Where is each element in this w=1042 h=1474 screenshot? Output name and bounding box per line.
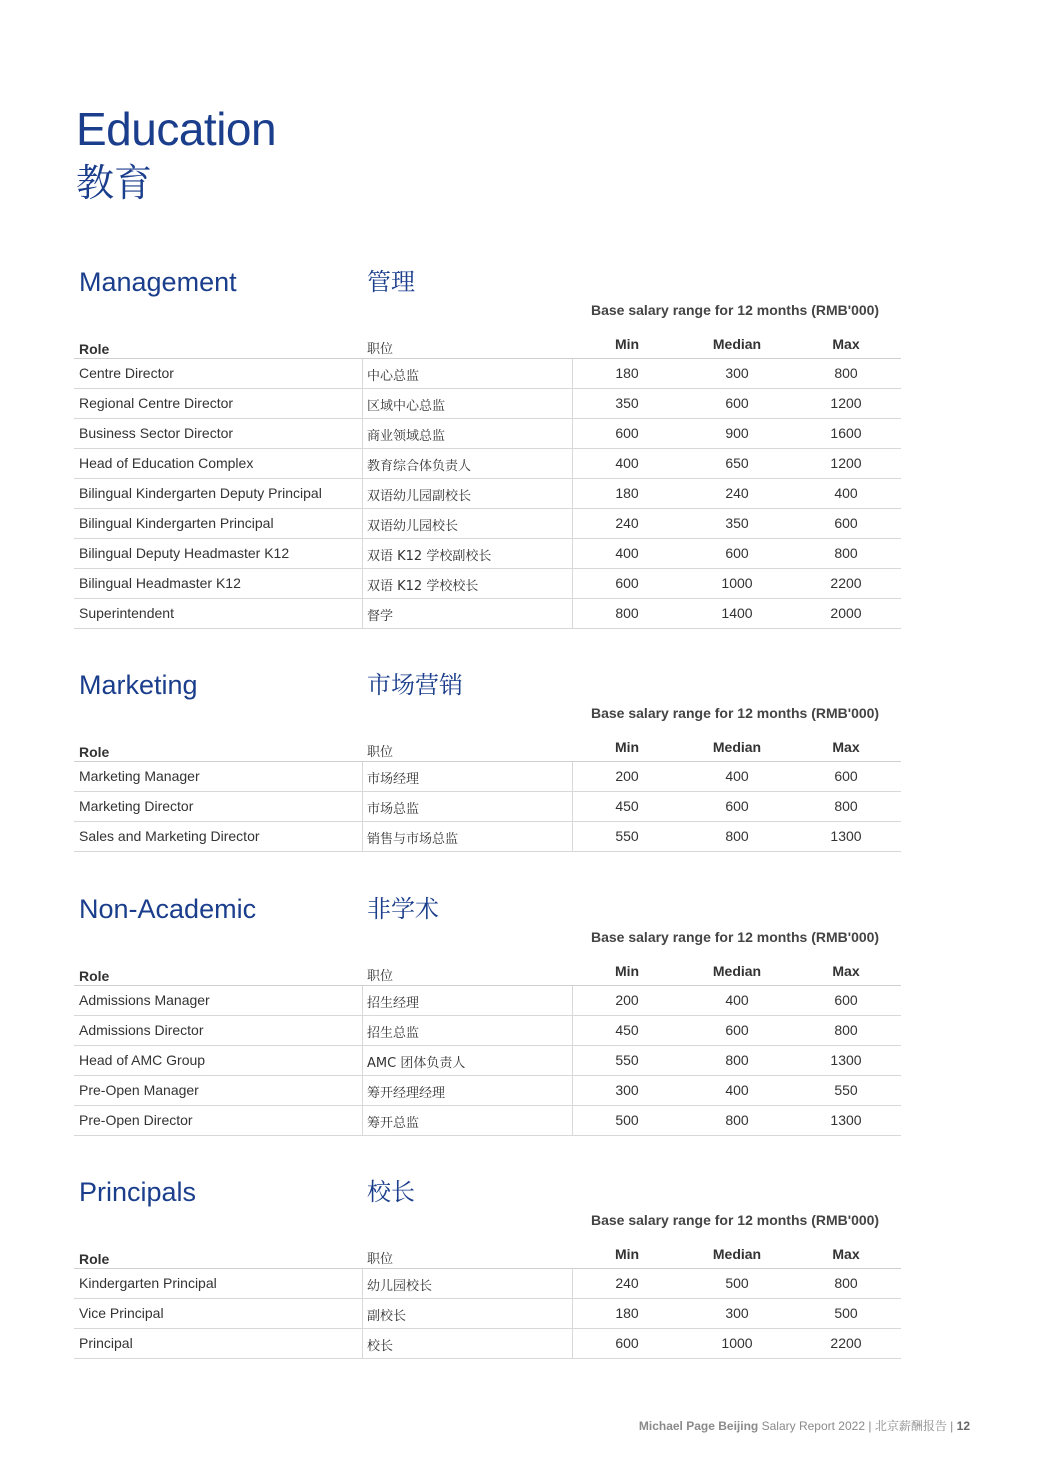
header-min: Min [614,739,640,755]
salary-max: 2200 [830,1335,862,1351]
table-row [74,1016,901,1046]
header-max: Max [832,739,860,755]
table-row [74,449,901,479]
salary-min: 600 [615,1335,639,1351]
salary-median: 1000 [721,1335,753,1351]
salary-min: 240 [615,515,639,531]
table-row [74,1299,901,1329]
column-divider [362,762,363,792]
column-divider [362,479,363,509]
role-zh: 中心总监 [367,369,420,384]
role-zh: AMC 团体负责人 [367,1056,466,1071]
section-title-en: Non-Academic [79,894,257,924]
salary-min: 400 [615,545,639,561]
role-zh: 筹开经理经理 [367,1086,446,1101]
column-divider [362,822,363,852]
table-row [74,389,901,419]
section-title-zh: 校长 [367,1178,415,1206]
role-zh: 市场总监 [367,802,420,817]
page-number: 12 [956,1419,970,1433]
salary-min: 240 [615,1275,639,1291]
section-marketing [74,669,901,852]
section-title-zh: 非学术 [367,895,439,923]
role-zh: 双语 K12 学校校长 [367,579,479,594]
header-role: Role [79,341,110,357]
salary-min: 400 [615,455,639,471]
table-header [74,1240,901,1269]
section-heading [74,893,901,929]
salary-range-caption [74,1212,901,1240]
role-en: Bilingual Kindergarten Deputy Principal [79,485,322,501]
salary-max: 800 [834,365,858,381]
salary-max: 800 [834,1275,858,1291]
table-header [74,330,901,359]
salary-median: 350 [725,515,749,531]
role-zh: 招生总监 [367,1026,420,1041]
role-zh: 筹开总监 [367,1116,420,1131]
role-zh: 校长 [367,1339,394,1354]
salary-range-caption [74,705,901,733]
column-divider [362,1016,363,1046]
section-heading [74,669,901,705]
salary-max: 600 [834,515,858,531]
salary-median: 800 [725,828,749,844]
column-divider [362,569,363,599]
role-en: Admissions Manager [79,992,210,1008]
header-max: Max [832,963,860,979]
role-en: Pre-Open Director [79,1112,193,1128]
salary-range-label: Base salary range for 12 months (RMB'000) [591,302,880,318]
header-max: Max [832,1246,860,1262]
table-row [74,986,901,1016]
page-title [76,103,276,209]
column-divider [362,1329,363,1359]
salary-max: 2200 [830,575,862,591]
salary-median: 650 [725,455,749,471]
salary-min: 450 [615,1022,639,1038]
salary-min: 300 [615,1082,639,1098]
salary-median: 600 [725,1022,749,1038]
section-principals [74,1176,901,1359]
column-divider [362,509,363,539]
role-en: Pre-Open Manager [79,1082,199,1098]
salary-min: 450 [615,798,639,814]
header-role: Role [79,968,110,984]
table-row [74,822,901,852]
table-row [74,792,901,822]
salary-min: 500 [615,1112,639,1128]
header-role: Role [79,744,110,760]
column-divider [362,359,363,389]
page-title-zh: 教育 [76,161,153,205]
section-title-zh: 管理 [367,268,415,296]
salary-median: 300 [725,365,749,381]
column-divider [362,599,363,629]
salary-min: 180 [615,1305,639,1321]
footer-report: Salary Report 2022 [761,1419,865,1433]
table-row [74,762,901,792]
role-en: Principal [79,1335,133,1351]
role-en: Superintendent [79,605,174,621]
salary-min: 200 [615,992,639,1008]
salary-median: 1000 [721,575,753,591]
salary-median: 300 [725,1305,749,1321]
header-role-zh: 职位 [367,1252,394,1267]
salary-min: 180 [615,365,639,381]
role-zh: 副校长 [367,1309,407,1324]
salary-max: 400 [834,485,858,501]
footer-brand: Michael Page Beijing [638,1419,759,1433]
salary-median: 600 [725,798,749,814]
section-title-en: Management [79,267,237,297]
role-en: Kindergarten Principal [79,1275,217,1291]
role-en: Admissions Director [79,1022,204,1038]
section-non-academic [74,893,901,1136]
table-row [74,509,901,539]
header-median: Median [712,739,762,755]
role-zh: 幼儿园校长 [367,1279,433,1294]
salary-max: 800 [834,798,858,814]
header-role-zh: 职位 [367,342,394,357]
table-row [74,1269,901,1299]
salary-max: 800 [834,1022,858,1038]
role-zh: 商业领域总监 [367,429,446,444]
salary-range-label: Base salary range for 12 months (RMB'000) [591,1212,880,1228]
salary-max: 1300 [830,828,862,844]
table-row [74,1329,901,1359]
salary-range-caption [74,929,901,957]
role-zh: 双语幼儿园副校长 [367,489,472,504]
salary-median: 400 [725,768,749,784]
column-divider [362,792,363,822]
salary-median: 600 [725,395,749,411]
salary-min: 600 [615,575,639,591]
role-en: Head of Education Complex [79,455,254,471]
header-min: Min [614,1246,640,1262]
salary-median: 400 [725,1082,749,1098]
salary-range-label: Base salary range for 12 months (RMB'000) [591,929,880,945]
table-row [74,419,901,449]
role-en: Centre Director [79,365,174,381]
role-en: Vice Principal [79,1305,164,1321]
column-divider [362,1046,363,1076]
salary-min: 180 [615,485,639,501]
column-divider [362,539,363,569]
table-header [74,733,901,762]
column-divider [362,1106,363,1136]
role-zh: 教育综合体负责人 [367,459,472,474]
section-management [74,266,901,629]
salary-max: 1300 [830,1052,862,1068]
table-row [74,1106,901,1136]
salary-range-label: Base salary range for 12 months (RMB'000) [591,705,880,721]
salary-min: 600 [615,425,639,441]
role-en: Business Sector Director [79,425,234,441]
salary-median: 800 [725,1112,749,1128]
salary-median: 600 [725,545,749,561]
salary-min: 350 [615,395,639,411]
role-en: Bilingual Kindergarten Principal [79,515,274,531]
section-title-zh: 市场营销 [367,671,463,699]
salary-min: 550 [615,828,639,844]
salary-max: 800 [834,545,858,561]
column-divider [362,986,363,1016]
footer-separator: | [868,1419,872,1433]
salary-max: 1600 [830,425,862,441]
salary-median: 800 [725,1052,749,1068]
salary-max: 2000 [830,605,862,621]
role-en: Bilingual Headmaster K12 [79,575,241,591]
role-en: Head of AMC Group [79,1052,206,1068]
salary-max: 600 [834,768,858,784]
footer-separator: | [950,1419,954,1433]
role-en: Regional Centre Director [79,395,234,411]
salary-max: 1300 [830,1112,862,1128]
table-row [74,1076,901,1106]
column-divider [362,449,363,479]
salary-min: 200 [615,768,639,784]
table-row [74,599,901,629]
salary-median: 900 [725,425,749,441]
role-en: Marketing Manager [79,768,200,784]
role-zh: 市场经理 [367,772,420,787]
role-zh: 区域中心总监 [367,399,446,414]
section-heading [74,1176,901,1212]
header-median: Median [712,336,762,352]
header-min: Min [614,963,640,979]
role-en: Marketing Director [79,798,194,814]
role-zh: 督学 [367,609,394,624]
salary-max: 500 [834,1305,858,1321]
header-role-zh: 职位 [367,969,394,984]
section-title-en: Principals [79,1177,197,1207]
role-zh: 销售与市场总监 [367,832,459,847]
table-header [74,957,901,986]
table-row [74,569,901,599]
salary-range-caption [74,302,901,330]
section-heading [74,266,901,302]
table-row [74,479,901,509]
section-title-en: Marketing [79,670,198,700]
table-row [74,539,901,569]
salary-max: 550 [834,1082,858,1098]
salary-median: 400 [725,992,749,1008]
header-role-zh: 职位 [367,745,394,760]
role-en: Bilingual Deputy Headmaster K12 [79,545,290,561]
salary-min: 550 [615,1052,639,1068]
table-row [74,359,901,389]
column-divider [362,1076,363,1106]
header-median: Median [712,1246,762,1262]
page-title-en: Education [76,103,277,155]
column-divider [362,1269,363,1299]
table-row [74,1046,901,1076]
role-zh: 双语幼儿园校长 [367,519,459,534]
column-divider [362,419,363,449]
footer-report-zh: 北京薪酬报告 [874,1419,947,1433]
salary-max: 600 [834,992,858,1008]
header-max: Max [832,336,860,352]
salary-max: 1200 [830,455,862,471]
salary-min: 800 [615,605,639,621]
header-median: Median [712,963,762,979]
role-zh: 双语 K12 学校副校长 [367,549,492,564]
column-divider [362,389,363,419]
page-footer [639,1417,970,1434]
salary-median: 240 [725,485,749,501]
salary-max: 1200 [830,395,862,411]
role-zh: 招生经理 [367,996,420,1011]
header-min: Min [614,336,640,352]
header-role: Role [79,1251,110,1267]
salary-median: 500 [725,1275,749,1291]
column-divider [362,1299,363,1329]
salary-median: 1400 [721,605,753,621]
role-en: Sales and Marketing Director [79,828,260,844]
